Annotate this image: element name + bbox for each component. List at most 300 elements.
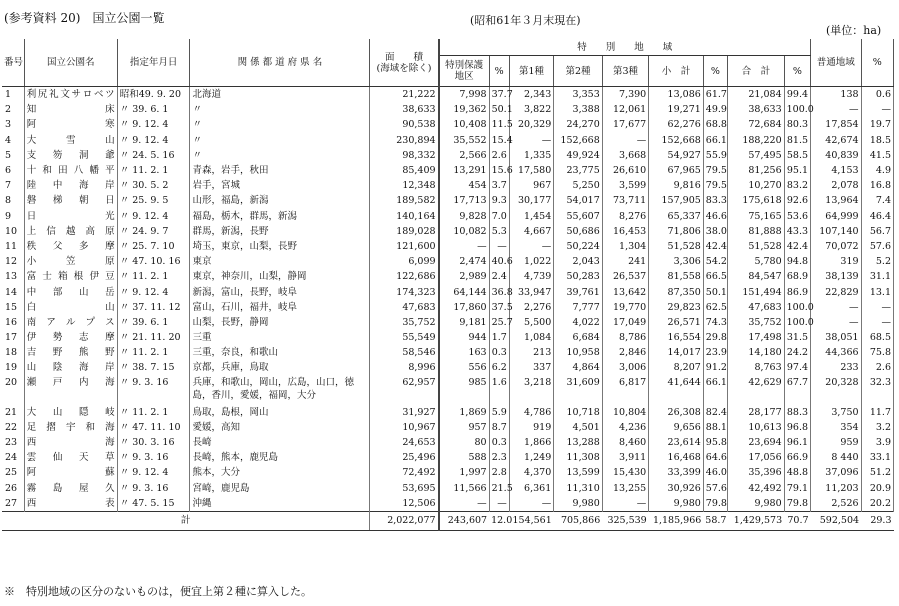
table-row — [2, 330, 894, 345]
special-total-area-cell: 17,056 — [728, 450, 785, 465]
row-number-cell: 23 — [2, 435, 24, 450]
park-name-cell: 上 信 越 高 原 — [24, 224, 117, 239]
area-cell: 12,506 — [370, 496, 439, 512]
class1-area-cell: 337 — [509, 360, 553, 375]
general-area-cell: 8 440 — [811, 450, 862, 465]
general-area-cell: 107,140 — [811, 224, 862, 239]
table-row — [2, 102, 894, 117]
special-total-area-cell: 17,498 — [728, 330, 785, 345]
class1-area-cell: 919 — [509, 420, 553, 435]
row-number-cell: 1 — [2, 87, 24, 103]
general-area-cell: 20,328 — [811, 376, 862, 405]
class2-area-cell: 11,310 — [554, 481, 603, 496]
prefectures-cell: 兵庫，和歌山，岡山，広島，山口，徳島，香川，愛媛，福岡，大分 — [190, 376, 370, 405]
designation-date-cell: 〃 9. 12. 4 — [117, 465, 190, 480]
prefectures-cell: 宮崎，鹿児島 — [190, 481, 370, 496]
subtotal-area-cell: 65,337 — [649, 209, 704, 224]
table-row — [2, 360, 894, 375]
total-c1: 154,561 — [509, 511, 553, 530]
special-total-area-cell: 81,256 — [728, 163, 785, 178]
subtotal-pct-cell: 55.9 — [703, 148, 727, 163]
prefectures-cell: 福島，栃木，群馬，新潟 — [190, 209, 370, 224]
special-total-area-cell: 75,165 — [728, 209, 785, 224]
designation-date-cell: 昭和49. 9. 20 — [117, 87, 190, 103]
special-total-pct-cell: 79.8 — [784, 496, 810, 512]
special-total-area-cell: 42,629 — [728, 376, 785, 405]
tokubetsu-pct-cell: 2.6 — [489, 148, 509, 163]
total-gen-pct: 29.3 — [861, 511, 893, 530]
general-area-cell: 40,839 — [811, 148, 862, 163]
tokubetsu-pct-cell: 40.6 — [489, 254, 509, 269]
tokubetsu-area-cell: 1,869 — [439, 405, 490, 420]
park-name-cell: 大 山 隠 岐 — [24, 405, 117, 420]
table-row — [2, 224, 894, 239]
special-total-pct-cell: 100.0 — [784, 315, 810, 330]
general-area-cell: 13,964 — [811, 193, 862, 208]
park-name-cell: 知 床 — [24, 102, 117, 117]
row-number-cell: 5 — [2, 148, 24, 163]
area-cell: 122,686 — [370, 269, 439, 284]
special-total-area-cell: 23,694 — [728, 435, 785, 450]
class1-area-cell: 2,343 — [509, 87, 553, 103]
prefectures-cell: 北海道 — [190, 87, 370, 103]
prefectures-cell: 群馬，新潟，長野 — [190, 224, 370, 239]
class2-area-cell: 49,924 — [554, 148, 603, 163]
subtotal-area-cell: 81,558 — [649, 269, 704, 284]
table-row — [2, 300, 894, 315]
tokubetsu-area-cell: 1,997 — [439, 465, 490, 480]
prefectures-cell: 〃 — [190, 102, 370, 117]
as-of-date: (昭和61年３月末現在) — [470, 14, 581, 27]
general-pct-cell: 11.7 — [861, 405, 893, 420]
class3-area-cell: 3,006 — [602, 360, 648, 375]
area-cell: 31,927 — [370, 405, 439, 420]
special-total-area-cell: 10,270 — [728, 178, 785, 193]
park-name-cell: 日 光 — [24, 209, 117, 224]
class2-area-cell: 7,777 — [554, 300, 603, 315]
general-area-cell: 233 — [811, 360, 862, 375]
tokubetsu-area-cell: 163 — [439, 345, 490, 360]
subtotal-pct-cell: 29.8 — [703, 330, 727, 345]
subtotal-area-cell: 16,468 — [649, 450, 704, 465]
general-area-cell: 44,366 — [811, 345, 862, 360]
designation-date-cell: 〃 39. 6. 1 — [117, 102, 190, 117]
general-pct-cell: 4.9 — [861, 163, 893, 178]
subtotal-area-cell: 13,086 — [649, 87, 704, 103]
col-header-subtotal: 小 計 — [649, 56, 704, 87]
row-number-cell: 6 — [2, 163, 24, 178]
general-pct-cell: 3.9 — [861, 435, 893, 450]
park-name-cell: 南 ア ル プ ス — [24, 315, 117, 330]
row-number-cell: 26 — [2, 481, 24, 496]
tokubetsu-pct-cell: 21.5 — [489, 481, 509, 496]
row-number-cell: 12 — [2, 254, 24, 269]
class2-area-cell: 3,353 — [554, 87, 603, 103]
national-parks-table — [2, 39, 894, 531]
park-name-cell: 大 雪 山 — [24, 133, 117, 148]
class3-area-cell: 16,453 — [602, 224, 648, 239]
subtotal-area-cell: 152,668 — [649, 133, 704, 148]
tokubetsu-area-cell: 10,082 — [439, 224, 490, 239]
general-pct-cell: 56.7 — [861, 224, 893, 239]
class2-area-cell: 50,283 — [554, 269, 603, 284]
area-cell: 140,164 — [370, 209, 439, 224]
class3-area-cell: 26,610 — [602, 163, 648, 178]
class3-area-cell: 10,804 — [602, 405, 648, 420]
tokubetsu-area-cell: 64,144 — [439, 284, 490, 299]
subtotal-pct-cell: 88.1 — [703, 420, 727, 435]
table-row — [2, 376, 894, 405]
area-cell: 24,653 — [370, 435, 439, 450]
class3-area-cell: 6,817 — [602, 376, 648, 405]
row-number-cell: 19 — [2, 360, 24, 375]
general-area-cell: 3,750 — [811, 405, 862, 420]
table-body — [2, 87, 894, 512]
special-total-pct-cell: 92.6 — [784, 193, 810, 208]
subtotal-pct-cell: 83.3 — [703, 193, 727, 208]
table-row — [2, 420, 894, 435]
class2-area-cell: 55,607 — [554, 209, 603, 224]
prefectures-cell: 鳥取，島根，岡山 — [190, 405, 370, 420]
subtotal-pct-cell: 95.8 — [703, 435, 727, 450]
class1-area-cell: 1,022 — [509, 254, 553, 269]
subtotal-pct-cell: 38.0 — [703, 224, 727, 239]
tokubetsu-area-cell: — — [439, 496, 490, 512]
special-total-area-cell: 175,618 — [728, 193, 785, 208]
general-pct-cell: — — [861, 300, 893, 315]
tokubetsu-area-cell: 454 — [439, 178, 490, 193]
park-name-cell: 小 笠 原 — [24, 254, 117, 269]
park-name-cell: 吉 野 熊 野 — [24, 345, 117, 360]
special-total-pct-cell: 86.9 — [784, 284, 810, 299]
general-area-cell: — — [811, 300, 862, 315]
class3-area-cell: 15,430 — [602, 465, 648, 480]
general-pct-cell: 5.2 — [861, 254, 893, 269]
tokubetsu-pct-cell: 6.2 — [489, 360, 509, 375]
col-header-general-pct: % — [861, 39, 893, 87]
special-total-pct-cell: 99.4 — [784, 87, 810, 103]
class2-area-cell: 3,388 — [554, 102, 603, 117]
area-cell: 98,332 — [370, 148, 439, 163]
class2-area-cell: 6,684 — [554, 330, 603, 345]
general-area-cell: 959 — [811, 435, 862, 450]
special-total-area-cell: 8,763 — [728, 360, 785, 375]
row-number-cell: 14 — [2, 284, 24, 299]
area-cell: 21,222 — [370, 87, 439, 103]
park-name-cell: 霧 島 屋 久 — [24, 481, 117, 496]
row-number-cell: 8 — [2, 193, 24, 208]
special-total-pct-cell: 97.4 — [784, 360, 810, 375]
col-header-name: 国立公園名 — [24, 39, 117, 87]
subtotal-area-cell: 9,980 — [649, 496, 704, 512]
tokubetsu-pct-cell: 9.3 — [489, 193, 509, 208]
tokubetsu-pct-cell: 1.6 — [489, 376, 509, 405]
tokubetsu-pct-cell: 2.3 — [489, 450, 509, 465]
general-pct-cell: 46.4 — [861, 209, 893, 224]
general-pct-cell: — — [861, 315, 893, 330]
general-pct-cell: 68.5 — [861, 330, 893, 345]
prefectures-cell: 三重，奈良，和歌山 — [190, 345, 370, 360]
general-pct-cell: 19.7 — [861, 117, 893, 132]
general-pct-cell: 7.4 — [861, 193, 893, 208]
park-name-cell: 十和田八幡平 — [24, 163, 117, 178]
class3-area-cell: 17,677 — [602, 117, 648, 132]
col-header-c3: 第3種 — [602, 56, 648, 87]
tokubetsu-pct-cell: 37.5 — [489, 300, 509, 315]
class1-area-cell: 20,329 — [509, 117, 553, 132]
prefectures-cell: 山形，福島，新潟 — [190, 193, 370, 208]
prefectures-cell: 〃 — [190, 117, 370, 132]
designation-date-cell: 〃 9. 12. 4 — [117, 284, 190, 299]
class2-area-cell: 4,501 — [554, 420, 603, 435]
prefectures-cell: 熊本，大分 — [190, 465, 370, 480]
special-total-pct-cell: 31.5 — [784, 330, 810, 345]
general-area-cell: — — [811, 315, 862, 330]
col-header-tokubetsu: 特別保護地区 — [439, 56, 490, 87]
prefectures-cell: 長崎 — [190, 435, 370, 450]
col-header-c2: 第2種 — [554, 56, 603, 87]
class3-area-cell: 17,049 — [602, 315, 648, 330]
row-number-cell: 15 — [2, 300, 24, 315]
area-cell: 58,546 — [370, 345, 439, 360]
special-total-pct-cell: 81.5 — [784, 133, 810, 148]
area-cell: 230,894 — [370, 133, 439, 148]
table-row — [2, 239, 894, 254]
tokubetsu-pct-cell: 5.9 — [489, 405, 509, 420]
subtotal-area-cell: 54,927 — [649, 148, 704, 163]
general-area-cell: 4,153 — [811, 163, 862, 178]
designation-date-cell: 〃 9. 12. 4 — [117, 117, 190, 132]
subtotal-area-cell: 26,308 — [649, 405, 704, 420]
class1-area-cell: — — [509, 496, 553, 512]
designation-date-cell: 〃 30. 3. 16 — [117, 435, 190, 450]
tokubetsu-pct-cell: 0.3 — [489, 345, 509, 360]
special-total-pct-cell: 95.1 — [784, 163, 810, 178]
tokubetsu-pct-cell: 2.4 — [489, 269, 509, 284]
class1-area-cell: 4,667 — [509, 224, 553, 239]
tokubetsu-area-cell: — — [439, 239, 490, 254]
designation-date-cell: 〃 25. 9. 5 — [117, 193, 190, 208]
tokubetsu-pct-cell: 37.7 — [489, 87, 509, 103]
prefectures-cell: 〃 — [190, 148, 370, 163]
tokubetsu-area-cell: 985 — [439, 376, 490, 405]
general-area-cell: 354 — [811, 420, 862, 435]
special-total-area-cell: 151,494 — [728, 284, 785, 299]
special-total-area-cell: 10,613 — [728, 420, 785, 435]
subtotal-area-cell: 9,816 — [649, 178, 704, 193]
row-number-cell: 20 — [2, 376, 24, 405]
col-header-prefs: 関 係 都 道 府 県 名 — [190, 39, 370, 87]
total-c2: 705,866 — [554, 511, 603, 530]
special-total-area-cell: 14,180 — [728, 345, 785, 360]
designation-date-cell: 〃 9. 12. 4 — [117, 133, 190, 148]
prefectures-cell: 愛媛，高知 — [190, 420, 370, 435]
subtotal-pct-cell: 79.5 — [703, 163, 727, 178]
row-number-cell: 13 — [2, 269, 24, 284]
prefectures-cell: 東京 — [190, 254, 370, 269]
special-total-area-cell: 57,495 — [728, 148, 785, 163]
special-total-pct-cell: 100.0 — [784, 102, 810, 117]
class1-area-cell: 1,454 — [509, 209, 553, 224]
general-pct-cell: 2.6 — [861, 360, 893, 375]
special-total-area-cell: 84,547 — [728, 269, 785, 284]
class1-area-cell: 4,786 — [509, 405, 553, 420]
designation-date-cell: 〃 39. 6. 1 — [117, 315, 190, 330]
class3-area-cell: — — [602, 496, 648, 512]
total-label: 計 — [2, 511, 370, 530]
class1-area-cell: 213 — [509, 345, 553, 360]
class2-area-cell: 10,718 — [554, 405, 603, 420]
class1-area-cell: — — [509, 239, 553, 254]
park-name-cell: 瀬 戸 内 海 — [24, 376, 117, 405]
tokubetsu-pct-cell: 8.7 — [489, 420, 509, 435]
area-cell: 47,683 — [370, 300, 439, 315]
subtotal-area-cell: 8,207 — [649, 360, 704, 375]
tokubetsu-area-cell: 13,291 — [439, 163, 490, 178]
special-total-pct-cell: 79.1 — [784, 481, 810, 496]
subtotal-area-cell: 33,399 — [649, 465, 704, 480]
class3-area-cell: 13,642 — [602, 284, 648, 299]
tokubetsu-area-cell: 35,552 — [439, 133, 490, 148]
class1-area-cell: 30,177 — [509, 193, 553, 208]
park-name-cell: 支 笏 洞 爺 — [24, 148, 117, 163]
park-name-cell: 白 山 — [24, 300, 117, 315]
row-number-cell: 27 — [2, 496, 24, 512]
total-area: 2,022,077 — [370, 511, 439, 530]
class2-area-cell: 24,270 — [554, 117, 603, 132]
table-row — [2, 496, 894, 512]
table-row — [2, 254, 894, 269]
general-area-cell: — — [811, 102, 862, 117]
park-name-cell: 西 表 — [24, 496, 117, 512]
general-area-cell: 38,051 — [811, 330, 862, 345]
prefectures-cell: 沖縄 — [190, 496, 370, 512]
subtotal-pct-cell: 57.6 — [703, 481, 727, 496]
general-area-cell: 11,203 — [811, 481, 862, 496]
col-header-date: 指定年月日 — [117, 39, 190, 87]
general-area-cell: 2,078 — [811, 178, 862, 193]
subtotal-pct-cell: 64.6 — [703, 450, 727, 465]
class2-area-cell: 50,686 — [554, 224, 603, 239]
tokubetsu-pct-cell: 15.6 — [489, 163, 509, 178]
prefectures-cell: 新潟，富山，長野，岐阜 — [190, 284, 370, 299]
total-gen: 592,504 — [811, 511, 862, 530]
general-pct-cell: 32.3 — [861, 376, 893, 405]
prefectures-cell: 岩手，宮城 — [190, 178, 370, 193]
subtotal-pct-cell: 91.2 — [703, 360, 727, 375]
general-pct-cell: 20.2 — [861, 496, 893, 512]
class3-area-cell: 19,770 — [602, 300, 648, 315]
subtotal-pct-cell: 49.9 — [703, 102, 727, 117]
class1-area-cell: 1,084 — [509, 330, 553, 345]
total-row — [2, 511, 894, 530]
general-pct-cell: 20.9 — [861, 481, 893, 496]
tokubetsu-pct-cell: 25.7 — [489, 315, 509, 330]
total-sp-pct: 12.0 — [489, 511, 509, 530]
special-total-area-cell: 35,752 — [728, 315, 785, 330]
subtotal-pct-cell: 74.3 — [703, 315, 727, 330]
subtotal-area-cell: 41,644 — [649, 376, 704, 405]
tokubetsu-area-cell: 9,828 — [439, 209, 490, 224]
park-name-cell: 伊 勢 志 摩 — [24, 330, 117, 345]
class2-area-cell: 4,864 — [554, 360, 603, 375]
table-row — [2, 209, 894, 224]
general-pct-cell: 33.1 — [861, 450, 893, 465]
class2-area-cell: 13,599 — [554, 465, 603, 480]
designation-date-cell: 〃 24. 9. 7 — [117, 224, 190, 239]
subtotal-pct-cell: 50.1 — [703, 284, 727, 299]
area-cell: 8,996 — [370, 360, 439, 375]
total-sp: 243,607 — [439, 511, 490, 530]
prefectures-cell: 埼玉，東京，山梨，長野 — [190, 239, 370, 254]
special-total-area-cell: 38,633 — [728, 102, 785, 117]
designation-date-cell: 〃 47. 5. 15 — [117, 496, 190, 512]
row-number-cell: 22 — [2, 420, 24, 435]
tokubetsu-area-cell: 944 — [439, 330, 490, 345]
class3-area-cell: 8,460 — [602, 435, 648, 450]
designation-date-cell: 〃 38. 7. 15 — [117, 360, 190, 375]
subtotal-pct-cell: 42.4 — [703, 239, 727, 254]
table-row — [2, 117, 894, 132]
prefectures-cell: 山梨，長野，静岡 — [190, 315, 370, 330]
special-total-pct-cell: 67.7 — [784, 376, 810, 405]
area-cell: 121,600 — [370, 239, 439, 254]
tokubetsu-area-cell: 10,408 — [439, 117, 490, 132]
class2-area-cell: 23,775 — [554, 163, 603, 178]
subtotal-pct-cell: 79.5 — [703, 178, 727, 193]
table-row — [2, 269, 894, 284]
class3-area-cell: 12,061 — [602, 102, 648, 117]
park-name-cell: 西 海 — [24, 435, 117, 450]
tokubetsu-area-cell: 556 — [439, 360, 490, 375]
special-total-pct-cell: 100.0 — [784, 300, 810, 315]
area-cell: 62,957 — [370, 376, 439, 405]
prefectures-cell: 富山，石川，福井，岐阜 — [190, 300, 370, 315]
subtotal-pct-cell: 66.5 — [703, 269, 727, 284]
row-number-cell: 10 — [2, 224, 24, 239]
special-total-area-cell: 81,888 — [728, 224, 785, 239]
tokubetsu-area-cell: 7,998 — [439, 87, 490, 103]
class1-area-cell: 4,370 — [509, 465, 553, 480]
page-title: (参考資料 20) 国立公園一覧 — [4, 11, 165, 25]
special-total-pct-cell: 48.8 — [784, 465, 810, 480]
special-total-area-cell: 188,220 — [728, 133, 785, 148]
special-total-area-cell: 9,980 — [728, 496, 785, 512]
class3-area-cell: 8,276 — [602, 209, 648, 224]
general-pct-cell: 31.1 — [861, 269, 893, 284]
general-pct-cell: 51.2 — [861, 465, 893, 480]
area-cell: 189,028 — [370, 224, 439, 239]
col-header-sub-pct: % — [703, 56, 727, 87]
area-cell: 189,582 — [370, 193, 439, 208]
area-cell: 174,323 — [370, 284, 439, 299]
area-cell: 90,538 — [370, 117, 439, 132]
park-name-cell: 足 摺 宇 和 海 — [24, 420, 117, 435]
prefectures-cell: 長崎，熊本，鹿児島 — [190, 450, 370, 465]
special-total-area-cell: 51,528 — [728, 239, 785, 254]
special-total-area-cell: 42,492 — [728, 481, 785, 496]
general-area-cell: 37,096 — [811, 465, 862, 480]
subtotal-area-cell: 87,350 — [649, 284, 704, 299]
general-area-cell: 42,674 — [811, 133, 862, 148]
col-header-sp-pct: % — [489, 56, 509, 87]
subtotal-pct-cell: 46.0 — [703, 465, 727, 480]
table-row — [2, 163, 894, 178]
col-header-total: 合 計 — [728, 56, 785, 87]
area-cell: 38,633 — [370, 102, 439, 117]
col-header-general: 普通地域 — [811, 39, 862, 87]
area-cell: 10,967 — [370, 420, 439, 435]
